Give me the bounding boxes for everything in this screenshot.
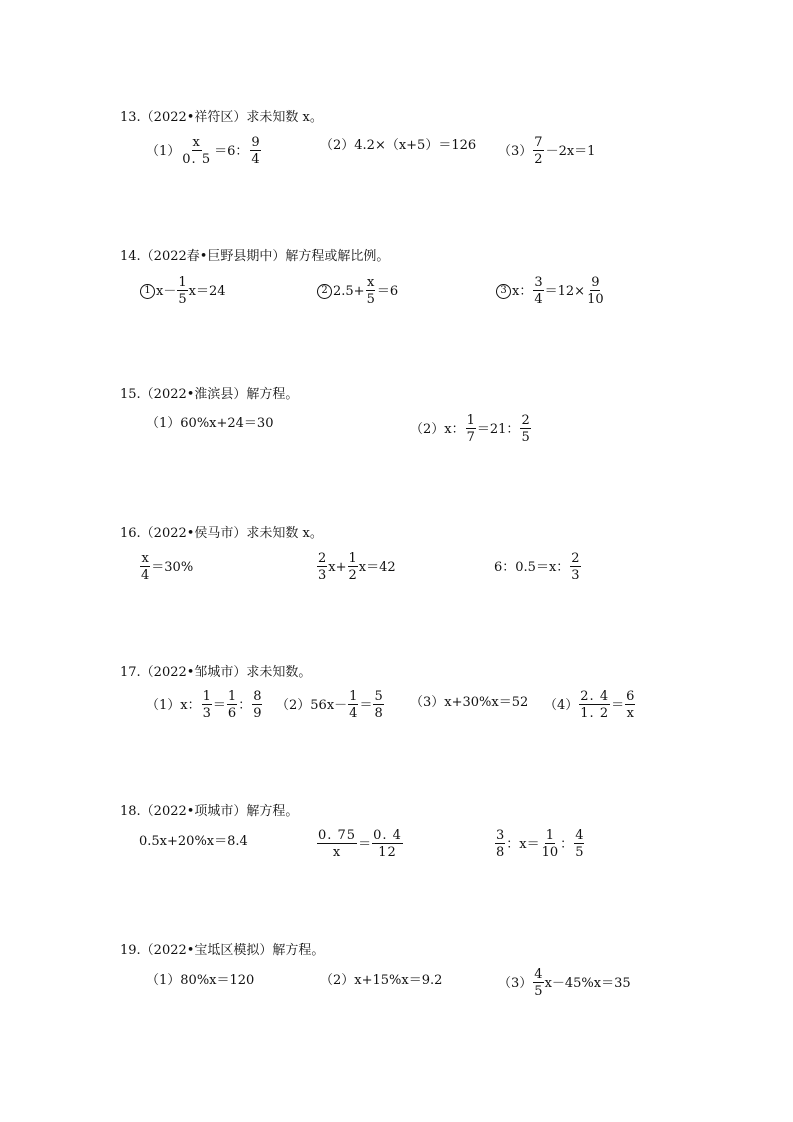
numerator: 9 — [591, 275, 600, 290]
item-label: （3） — [498, 975, 533, 991]
question-19-title: 19.（2022•宝坻区模拟）解方程。 — [120, 943, 325, 958]
numerator: 1 — [227, 689, 237, 704]
q13-item-3 — [498, 136, 596, 166]
denominator: 3 — [318, 568, 327, 583]
numerator: 4 — [575, 828, 584, 843]
numerator: 1 — [349, 689, 358, 704]
fraction — [202, 690, 212, 720]
fraction — [586, 276, 605, 306]
q17-item-1 — [146, 690, 263, 720]
numerator: x — [192, 135, 201, 150]
equation-tail: x＝24 — [188, 283, 226, 299]
equation-tail: x－45%x＝35 — [544, 975, 631, 991]
fraction — [317, 829, 357, 859]
operator-text: ＝6： — [214, 143, 249, 159]
fraction — [625, 690, 635, 720]
denominator: x — [332, 845, 342, 860]
operator-text: ＝12× — [544, 283, 586, 299]
numerator: 0. 75 — [318, 828, 357, 843]
operator-text: ： — [238, 697, 252, 713]
denominator: 7 — [466, 430, 475, 445]
fraction — [466, 414, 476, 444]
question-13-title: 13.（2022•祥符区）求未知数 x。 — [120, 110, 323, 125]
operator-text: ＝ — [358, 836, 372, 852]
fraction — [570, 552, 580, 582]
operator-text: ＝ — [212, 697, 226, 713]
q15-item-2 — [410, 414, 532, 444]
q16-item-2 — [316, 552, 396, 582]
question-14-title: 14.（2022春•巨野县期中）解方程或解比例。 — [120, 249, 390, 264]
operator-text: ＝ — [359, 697, 373, 713]
q14-item-2 — [317, 276, 398, 306]
fraction — [533, 276, 543, 306]
q14-item-3 — [496, 276, 606, 306]
fraction — [317, 552, 327, 582]
fraction — [181, 136, 212, 166]
fraction — [348, 552, 358, 582]
denominator: 5 — [366, 292, 375, 307]
q19-item-1: （1）80%x＝120 — [146, 973, 255, 988]
denominator: 4 — [534, 292, 543, 307]
operator-text: x+ — [328, 559, 347, 575]
equation-head: 6：0.5＝x： — [494, 559, 570, 575]
denominator: 8 — [374, 706, 383, 721]
fraction — [520, 414, 530, 444]
denominator: 3 — [202, 706, 211, 721]
fraction — [541, 829, 560, 859]
numerator: 9 — [251, 135, 260, 150]
numerator: 1 — [348, 551, 357, 566]
q15-item-1: （1）60%x+24＝30 — [146, 416, 274, 431]
numerator: 0. 4 — [373, 828, 402, 843]
q13-item-1 — [146, 136, 262, 166]
numerator: 8 — [253, 689, 262, 704]
numerator: 7 — [534, 135, 543, 150]
denominator: 5 — [521, 430, 530, 445]
q18-item-3 — [494, 829, 585, 859]
numerator: 2 — [318, 551, 327, 566]
fraction — [495, 829, 505, 859]
denominator: 12 — [378, 845, 397, 860]
denominator: x — [626, 706, 634, 721]
numerator: 2 — [521, 413, 530, 428]
q19-item-2: （2）x+15%x＝9.2 — [320, 973, 443, 988]
fraction — [177, 276, 187, 306]
numerator: 6 — [626, 689, 635, 704]
fraction — [227, 690, 237, 720]
q16-item-3 — [494, 552, 582, 582]
item-label: （2）x： — [410, 421, 465, 437]
q17-item-3: （3）x+30%x＝52 — [410, 695, 529, 710]
numerator: 1 — [545, 828, 555, 843]
operator-text: ＝21： — [476, 421, 520, 437]
equation-head: 2.5+ — [333, 283, 365, 299]
q13-item-2: （2）4.2×（x+5）＝126 — [320, 138, 477, 153]
fraction — [252, 690, 262, 720]
question-16-title: 16.（2022•侯马市）求未知数 x。 — [120, 526, 323, 541]
question-15-title: 15.（2022•淮滨县）解方程。 — [120, 387, 299, 402]
numerator: 3 — [534, 275, 543, 290]
fraction — [574, 829, 584, 859]
circled-number: 1 — [140, 284, 155, 299]
denominator: 10 — [541, 845, 559, 860]
numerator: 1 — [202, 689, 211, 704]
numerator: x — [367, 275, 375, 290]
equation-tail: x＝42 — [358, 559, 396, 575]
fraction — [373, 690, 383, 720]
operator-text: ＝ — [611, 697, 625, 713]
denominator: 2 — [534, 152, 543, 167]
equation-tail: ＝6 — [376, 283, 399, 299]
denominator: 9 — [253, 706, 262, 721]
circled-number: 3 — [496, 284, 511, 299]
equation-tail: ＝30% — [151, 559, 194, 575]
denominator: 5 — [575, 845, 584, 860]
numerator: 2 — [571, 551, 580, 566]
fraction — [250, 136, 260, 166]
fraction — [348, 690, 358, 720]
q18-item-2 — [316, 829, 404, 859]
numerator: x — [141, 551, 149, 566]
question-17-title: 17.（2022•邹城市）求未知数。 — [120, 665, 312, 680]
circled-number: 2 — [317, 284, 332, 299]
denominator: 10 — [587, 292, 604, 307]
denominator: 5 — [534, 984, 543, 999]
item-label: （1） — [146, 143, 181, 159]
denominator: 4 — [141, 568, 150, 583]
q18-item-1: 0.5x+20%x＝8.4 — [139, 834, 248, 849]
q16-item-1 — [139, 552, 193, 582]
fraction — [366, 276, 376, 306]
numerator: 1 — [466, 413, 475, 428]
denominator: 8 — [496, 845, 505, 860]
q14-item-1 — [140, 276, 226, 306]
denominator: 6 — [227, 706, 237, 721]
numerator: 3 — [496, 828, 505, 843]
equation-head: x： — [512, 283, 533, 299]
question-18-title: 18.（2022•项城市）解方程。 — [120, 804, 299, 819]
operator-text: ： — [560, 836, 574, 852]
numerator: 2. 4 — [580, 689, 610, 704]
item-label: （1）x： — [146, 697, 201, 713]
denominator: 1. 2 — [580, 706, 610, 721]
fraction — [533, 136, 543, 166]
equation-head: x－ — [156, 283, 177, 299]
q17-item-4 — [544, 690, 636, 720]
denominator: 5 — [178, 292, 187, 307]
numerator: 5 — [374, 689, 383, 704]
fraction — [533, 968, 543, 998]
item-label: （3） — [498, 143, 533, 159]
numerator: 4 — [534, 967, 543, 982]
denominator: 2 — [348, 568, 357, 583]
fraction — [579, 690, 610, 720]
denominator: 0. 5 — [182, 152, 212, 167]
fraction — [140, 552, 150, 582]
denominator: 4 — [251, 152, 260, 167]
equation-tail: －2x＝1 — [545, 143, 596, 159]
numerator: 1 — [178, 275, 187, 290]
fraction — [372, 829, 403, 859]
operator-text: ：x＝ — [506, 836, 540, 852]
item-label: （4） — [544, 697, 579, 713]
denominator: 4 — [349, 706, 358, 721]
item-label: （2）56x－ — [276, 697, 348, 713]
q17-item-2 — [276, 690, 385, 720]
denominator: 3 — [571, 568, 580, 583]
q19-item-3 — [498, 968, 631, 998]
